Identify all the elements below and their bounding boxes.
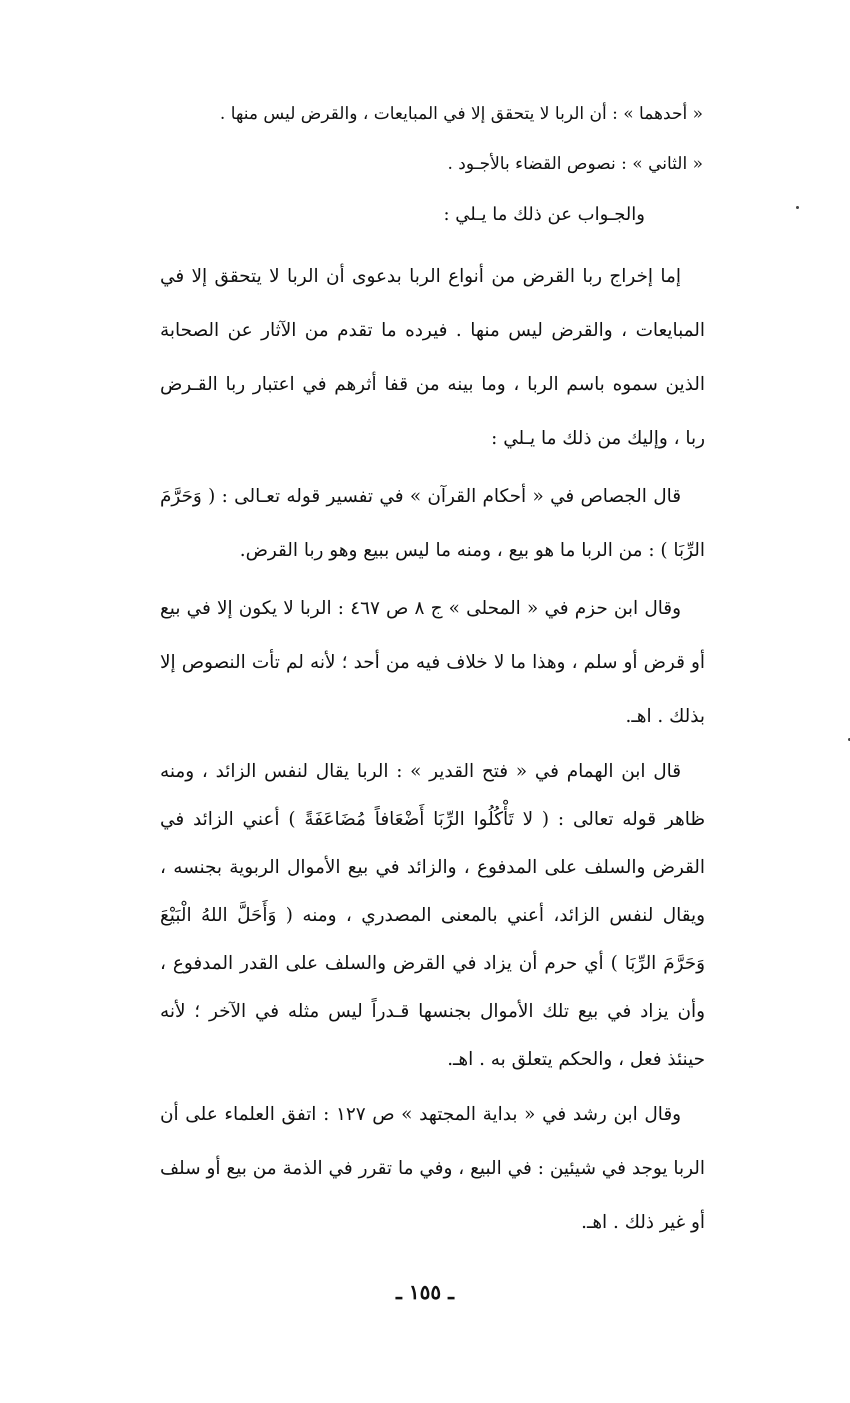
answer-intro: والجـواب عن ذلك ما يـلي : [443, 204, 645, 225]
objection-first: « أحدهما » : أن الربا لا يتحقق إلا في المبايعات ، والقرض ليس منها . [219, 104, 703, 124]
margin-dot [796, 206, 799, 209]
objection-second: « الثاني » : نصوص القضاء بالأجـود . [447, 154, 703, 174]
paragraph-jassas: قال الجصاص في « أحكام القرآن » في تفسير قوله تعـالى : ( وَحَرَّمَ الرِّبَا ) : من الربا ما هو بيع ، ومنه ما ليس ببيع وهو ربا القرض. [160, 486, 705, 561]
paragraph-ibn-humam: قال ابن الهمام في « فتح القدير » : الربا يقال لنفس الزائد ، ومنه ظاهر قوله تعالى : ( لا تَأْكُلُوا الرِّبَا أَضْعَافاً مُضَاعَفَةً ) أعني الزائد في القرض والسلف على المدفوع ، والزائد في بيع الأموال الربوية بجنسه ، ويقال لنفس الزائد، أعني بالمعنى المصدري ، ومنه ( وَأَحَلَّ اللهُ الْبَيْعَ وَحَرَّمَ الرِّبَا ) أي حرم أن يزاد في القرض والسلف على القدر المدفوع ، وأن يزاد في بيع تلك الأموال بجنسها قـدراً ليس مثله في الآخر ؛ لأنه حينئذ فعل ، والحكم يتعلق به . اهـ. [160, 761, 705, 1070]
paragraph-riba-qard: إما إخراج ربا القرض من أنواع الربا بدعوى أن الربا لا يتحقق إلا في المبايعات ، والقرض ليس منها . فيرده ما تقدم من الآثار عن الصحابة الذين سموه باسم الربا ، وما بينه من قفا أثرهم في اعتبار ربا القـرض ربا ، وإليك من ذلك ما يـلي : [160, 266, 705, 449]
document-page [160, 100, 705, 1300]
paragraph-ibn-rushd: وقال ابن رشد في « بداية المجتهد » ص ١٢٧ : اتفق العلماء على أن الربا يوجد في شيئين : في البيع ، وفي ما تقرر في الذمة من بيع أو سلف أو غير ذلك . اهـ. [160, 1104, 705, 1233]
paragraph-ibn-hazm: وقال ابن حزم في « المحلى » ج ٨ ص ٤٦٧ : الربا لا يكون إلا في بيع أو قرض أو سلم ، وهذا ما لا خلاف فيه من أحد ؛ لأنه لم تأت النصوص إلا بذلك . اهـ. [160, 598, 705, 727]
page-number: ـ ١٥٥ ـ [396, 1280, 454, 1304]
